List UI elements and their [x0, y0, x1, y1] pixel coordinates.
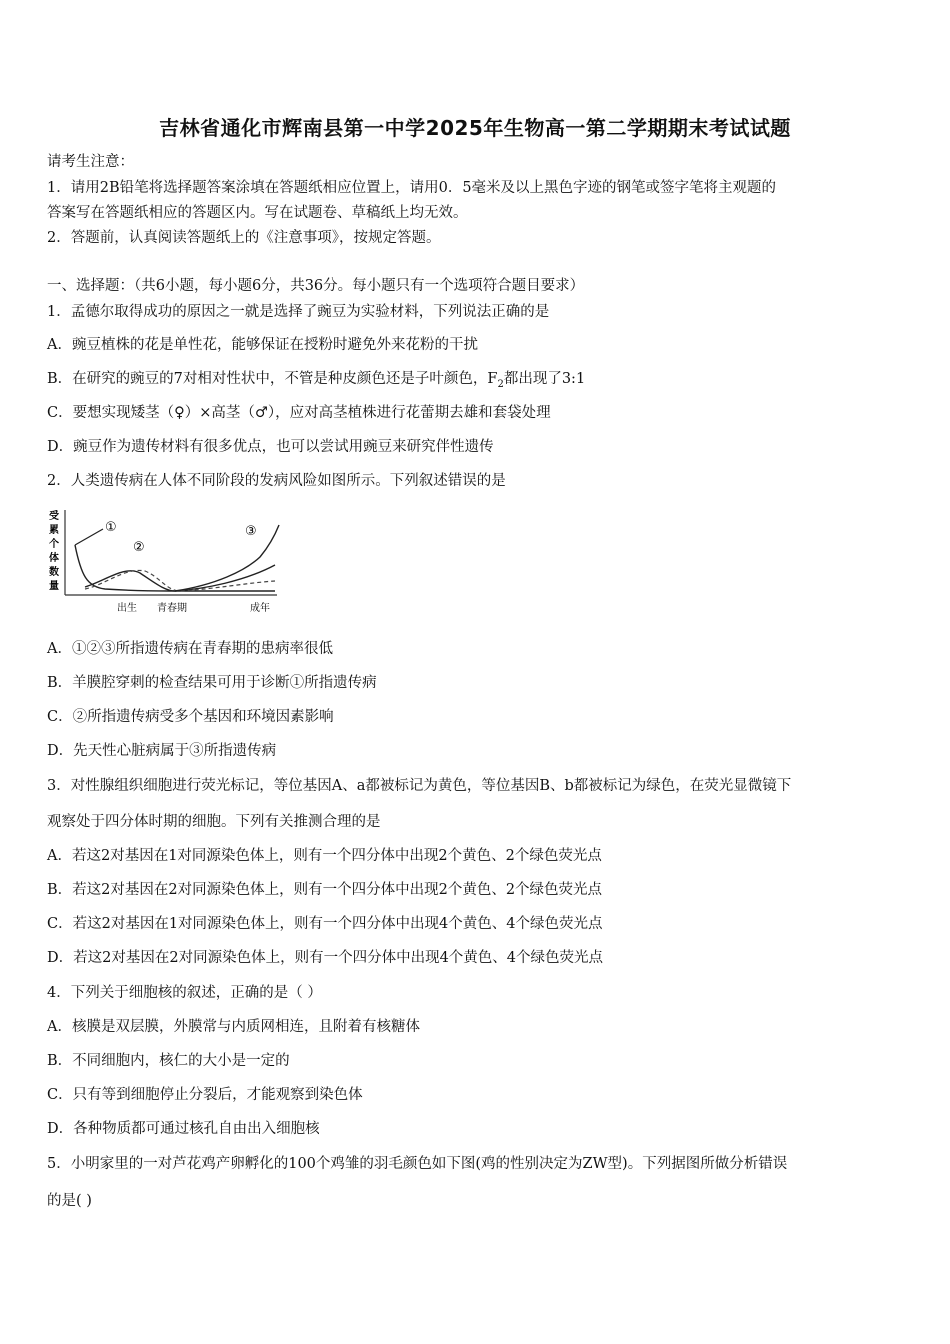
q4-option-b: B．不同细胞内，核仁的大小是一定的	[47, 1053, 290, 1069]
q1-option-b	[47, 369, 585, 395]
q1-option-b-post: 都出现了3:1	[503, 371, 586, 387]
ylabel-char-4: 体	[49, 553, 59, 564]
notice-item-1-cont: 答案写在答题纸相应的答题区内。写在试题卷、草稿纸上均无效。	[47, 205, 468, 221]
ylabel-char-6: 量	[49, 581, 59, 592]
q1-option-b-pre: B．在研究的豌豆的7对相对性状中，不管是种皮颜色还是子叶颜色，F	[47, 371, 498, 387]
q1-option-c: C．要想实现矮茎（♀）×高茎（♂），应对高茎植株进行花蕾期去雄和套袋处理	[47, 405, 551, 421]
q2-stem: 2．人类遗传病在人体不同阶段的发病风险如图所示。下列叙述错误的是	[47, 473, 506, 489]
q1-option-d: D．豌豆作为遗传材料有很多优点，也可以尝试用豌豆来研究伴性遗传	[47, 439, 494, 455]
q2-option-c: C．②所指遗传病受多个基因和环境因素影响	[47, 709, 334, 725]
q2-option-d: D．先天性心脏病属于③所指遗传病	[47, 743, 277, 759]
q4-stem: 4．下列关于细胞核的叙述，正确的是（ ）	[47, 985, 322, 1001]
marker-3: ③	[245, 524, 257, 539]
exam-title: 吉林省通化市辉南县第一中学2025年生物高一第二学期期末考试试题	[159, 116, 791, 140]
notice-heading: 请考生注意：	[47, 154, 134, 170]
marker-1: ①	[105, 520, 117, 535]
q5-stem-1: 5．小明家里的一对芦花鸡产卵孵化的100个鸡雏的羽毛颜色如下图(鸡的性别决定为ZW型)。下列据图所做分析错误	[47, 1156, 788, 1172]
q4-option-c: C．只有等到细胞停止分裂后，才能观察到染色体	[47, 1087, 363, 1103]
q4-option-a: A．核膜是双层膜，外膜常与内质网相连，且附着有核糖体	[47, 1019, 420, 1035]
q3-option-b: B．若这2对基因在2对同源染色体上，则有一个四分体中出现2个黄色、2个绿色荧光点	[47, 882, 603, 898]
q1-option-a: A．豌豆植株的花是单性花，能够保证在授粉时避免外来花粉的干扰	[47, 337, 478, 353]
q3-option-d: D．若这2对基因在2对同源染色体上，则有一个四分体中出现4个黄色、4个绿色荧光点	[47, 950, 604, 966]
ylabel-char-3: 个	[49, 539, 59, 550]
ylabel-char-5: 数	[49, 567, 59, 578]
disease-risk-figure	[45, 505, 285, 620]
ylabel-char-2: 累	[49, 525, 59, 536]
q4-option-d: D．各种物质都可通过核孔自由出入细胞核	[47, 1121, 320, 1137]
q5-stem-2: 的是( )	[47, 1193, 92, 1209]
q3-option-c: C．若这2对基因在1对同源染色体上，则有一个四分体中出现4个黄色、4个绿色荧光点	[47, 916, 603, 932]
q3-stem-2: 观察处于四分体时期的细胞。下列有关推测合理的是	[47, 814, 381, 830]
ylabel-char-1: 受	[49, 511, 59, 522]
xtick-adult: 成年	[250, 603, 270, 614]
xtick-birth: 出生	[117, 603, 137, 614]
marker-1-leader	[75, 529, 103, 545]
q3-stem-1: 3．对性腺组织细胞进行荧光标记，等位基因A、a都被标记为黄色，等位基因B、b都被标记为绿色，在荧光显微镜下	[47, 778, 792, 794]
curve-2-dashed	[85, 570, 275, 591]
q2-option-a: A．①②③所指遗传病在青春期的患病率很低	[47, 641, 333, 657]
q2-option-b: B．羊膜腔穿刺的检查结果可用于诊断①所指遗传病	[47, 675, 377, 691]
xtick-puberty: 青春期	[157, 603, 187, 614]
q3-option-a: A．若这2对基因在1对同源染色体上，则有一个四分体中出现2个黄色、2个绿色荧光点	[47, 848, 602, 864]
notice-item-2: 2．答题前，认真阅读答题纸上的《注意事项》，按规定答题。	[47, 230, 441, 246]
curve-3	[175, 525, 279, 591]
notice-item-1: 1．请用2B铅笔将选择题答案涂填在答题纸相应位置上，请用0．5毫米及以上黑色字迹的钢笔或签字笔将主观题的	[47, 180, 777, 196]
disease-risk-graph	[45, 505, 285, 620]
section-heading: 一、选择题：（共6小题，每小题6分，共36分。每小题只有一个选项符合题目要求）	[47, 278, 585, 294]
marker-2: ②	[133, 540, 145, 555]
q1-stem: 1．孟德尔取得成功的原因之一就是选择了豌豆为实验材料，下列说法正确的是	[47, 304, 550, 320]
q1-option-b-sub: 2	[497, 378, 504, 390]
